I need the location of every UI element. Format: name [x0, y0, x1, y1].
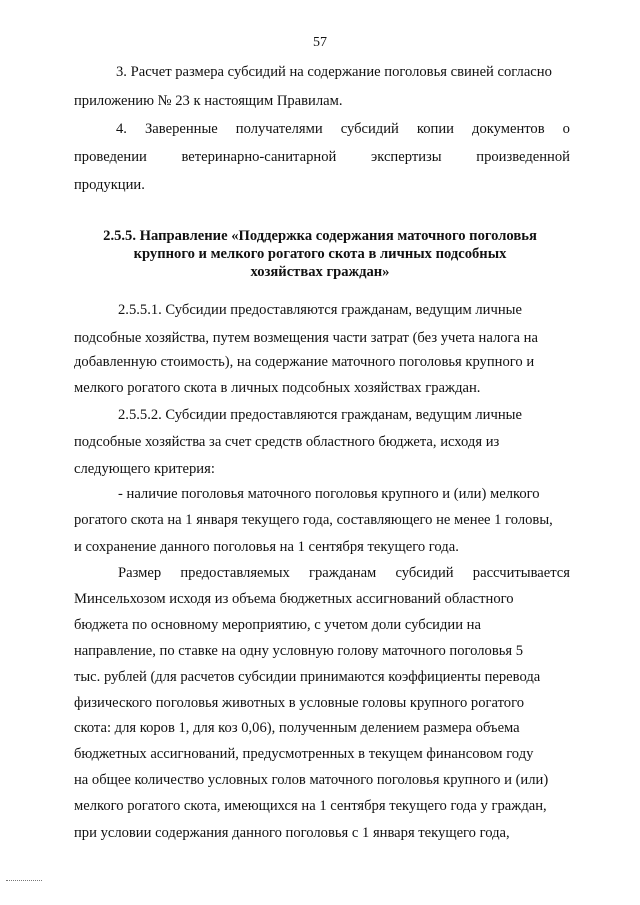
text-line-content: 3. Расчет размера субсидий на содержание поголовья свиней согласно	[116, 64, 552, 80]
text-line	[74, 459, 215, 479]
text-line-content: 2.5.5.2. Субсидии предоставляются гражданам, ведущим личные	[118, 407, 522, 423]
text-line-content: мелкого рогатого скота, имеющихся на 1 сентября текущего года у граждан,	[74, 798, 547, 814]
text-line-content: направление, по ставке на одну условную голову маточного поголовья 5	[74, 643, 524, 659]
text-line	[74, 641, 523, 661]
text-line-content: продукции.	[74, 177, 145, 193]
text-line-justified	[118, 563, 570, 583]
text-line	[74, 175, 145, 195]
word: получателями	[235, 121, 323, 137]
section-heading-text: 2.5.5. Направление «Поддержка содержания маточного поголовья	[103, 228, 537, 244]
section-heading-text: крупного и мелкого рогатого скота в личных подсобных	[133, 246, 507, 262]
word: произведенной	[476, 149, 570, 165]
text-line	[74, 693, 524, 713]
text-line-content: тыс. рублей (для расчетов субсидии принимаются коэффициенты перевода	[74, 669, 541, 685]
section-heading-line	[0, 226, 640, 246]
text-line	[74, 796, 547, 816]
text-line	[74, 537, 459, 557]
word: гражданам	[309, 565, 377, 581]
text-line-content: Минсельхозом исходя из объема бюджетных ассигнований областного	[74, 591, 514, 607]
word: субсидий	[340, 121, 399, 137]
text-line-content: физического поголовья животных в условные головы крупного рогатого	[74, 695, 524, 711]
text-line	[74, 432, 499, 452]
text-line-content: на общее количество условных голов маточного поголовья крупного и (или)	[74, 772, 549, 788]
section-heading-line	[0, 262, 640, 282]
text-line	[74, 378, 480, 398]
text-line-content: подсобные хозяйства, путем возмещения части затрат (без учета налога на	[74, 330, 538, 346]
text-line-content: и сохранение данного поголовья на 1 сентября текущего года.	[74, 539, 459, 555]
word: Заверенные	[145, 121, 218, 137]
text-line	[74, 328, 538, 348]
text-line	[116, 62, 570, 82]
text-line	[74, 744, 533, 764]
text-line-content: скота: для коров 1, для коз 0,06), полученным делением размера объема	[74, 720, 520, 736]
section-heading-line	[0, 244, 640, 264]
text-line	[74, 718, 520, 738]
text-line-content: рогатого скота на 1 января текущего года, составляющего не менее 1 головы,	[74, 512, 553, 528]
word: субсидий	[395, 565, 454, 581]
word: о	[562, 121, 570, 137]
text-line-justified	[74, 147, 570, 167]
text-line-content: мелкого рогатого скота в личных подсобных хозяйствах граждан.	[74, 380, 481, 396]
word: экспертизы	[370, 149, 442, 165]
word: Размер	[118, 565, 162, 581]
text-line-justified	[116, 119, 570, 139]
text-line	[74, 615, 481, 635]
word: 4.	[116, 121, 127, 137]
scan-edge-mark	[6, 880, 42, 881]
word: копии	[416, 121, 454, 137]
word: предоставляемых	[180, 565, 290, 581]
text-line	[74, 589, 514, 609]
text-line-content: - наличие поголовья маточного поголовья крупного и (или) мелкого	[118, 486, 540, 502]
text-line-content: добавленную стоимость), на содержание маточного поголовья крупного и	[74, 354, 535, 370]
text-line-content: 2.5.5.1. Субсидии предоставляются гражданам, ведущим личные	[118, 302, 522, 318]
text-line	[118, 484, 570, 504]
text-line-content: следующего критерия:	[74, 461, 215, 477]
text-line	[118, 405, 570, 425]
word: рассчитывается	[472, 565, 570, 581]
text-line	[74, 770, 548, 790]
text-line	[74, 667, 540, 687]
text-line-content: при условии содержания данного поголовья с 1 января текущего года,	[74, 825, 510, 841]
text-line-content: бюджета по основному мероприятию, с учетом доли субсидии на	[74, 617, 481, 633]
text-line	[74, 510, 553, 530]
text-line-content: бюджетных ассигнований, предусмотренных в текущем финансовом году	[74, 746, 534, 762]
text-line-content: подсобные хозяйства за счет средств областного бюджета, исходя из	[74, 434, 500, 450]
text-line	[118, 300, 570, 320]
word: проведении	[74, 149, 147, 165]
word: ветеринарно-санитарной	[181, 149, 337, 165]
text-line	[74, 352, 534, 372]
text-line	[74, 823, 510, 843]
section-heading-text: хозяйствах граждан»	[250, 264, 390, 280]
page-number: 57	[313, 35, 327, 50]
word: документов	[472, 121, 545, 137]
text-line-content: приложению № 23 к настоящим Правилам.	[74, 93, 343, 109]
text-line	[74, 91, 343, 111]
